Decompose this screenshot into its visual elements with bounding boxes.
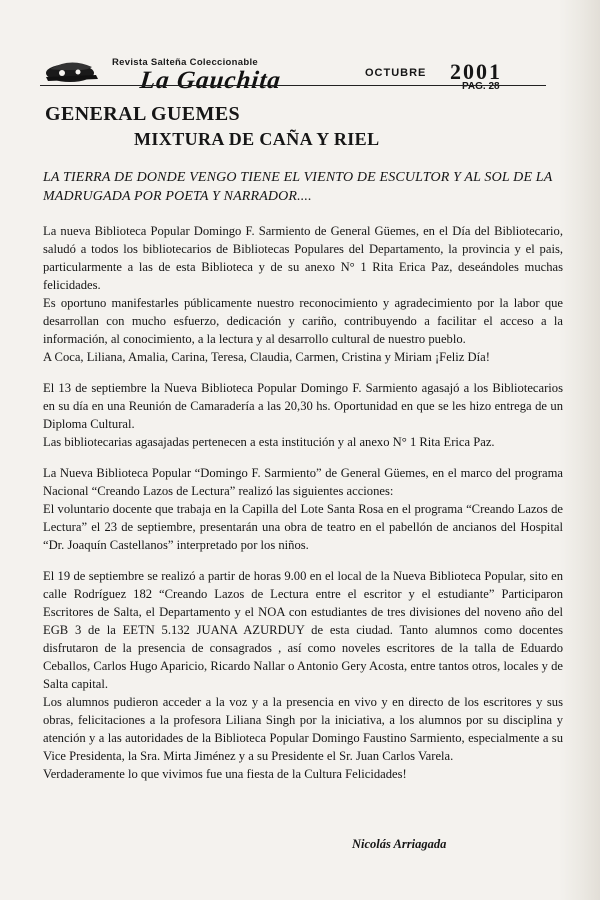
paragraph: El voluntario docente que trabaja en la Capilla del Lote Santa Rosa en el programa “Creando Lazos de Lectura” el 23 de septiembre, presentarán una obra de teatro en el pabellón de ancianos del Hospital “Dr. Joaquín Castellanos” interpretado por los niños. xyxy=(43,502,563,552)
article-intro: LA TIERRA DE DONDE VENGO TIENE EL VIENTO DE ESCULTOR Y AL SOL DE LA MADRUGADA POR POETA Y NARRADOR.... xyxy=(43,170,553,204)
paragraph: Los alumnos pudieron acceder a la voz y a la presencia en vivo y en directo de los escritores y sus obras, felicitaciones a la profesora Liliana Singh por la iniciativa, a los alumnos por su disciplina y atención y a las autoridades de la Biblioteca Popular Domingo Faustino Sarmiento, especialmente a su Vice Presidenta, la Sra. Mirta Jiménez y a su Presidente el Sr. Juan Carlos Varela. xyxy=(43,695,563,763)
article-body xyxy=(43,222,563,783)
paragraph: Verdaderamente lo que vivimos fue una fiesta de la Cultura Felicidades! xyxy=(43,767,407,781)
paragraph: La nueva Biblioteca Popular Domingo F. Sarmiento de General Güemes, en el Día del Bibliotecario, saludó a todos los bibliotecarios de Bibliotecas Populares del Departamento, la provincia y el pais, particularmente a las de esta Biblioteca y de su anexo N° 1 Rita Erica Paz, deseándoles muchas felicidades. xyxy=(43,224,563,292)
article-subtitle: MIXTURA DE CAÑA Y RIEL xyxy=(134,129,380,149)
issue-month: OCTUBRE xyxy=(365,67,427,79)
paragraph: El 13 de septiembre la Nueva Biblioteca Popular Domingo F. Sarmiento agasajó a los Bibliotecarios en su día en una Reunión de Camaradería a las 20,30 hs. Oportunidad en que se les hizo entrega de un Diploma Cultural. xyxy=(43,381,563,431)
author-signature: Nicolás Arriagada xyxy=(352,837,447,851)
masthead-subtitle: Revista Salteña Coleccionable xyxy=(112,57,258,68)
paragraph: Las bibliotecarias agasajadas pertenecen a esta institución y al anexo N° 1 Rita Erica Paz. xyxy=(43,435,495,449)
masthead-title: La Gauchita xyxy=(138,67,283,94)
article-title: GENERAL GUEMES xyxy=(45,103,241,125)
paragraph: La Nueva Biblioteca Popular “Domingo F. Sarmiento” de General Güemes, en el marco del programa Nacional “Creando Lazos de Lectura” realizó las siguientes acciones: xyxy=(43,466,563,498)
page-number: PAG. 28 xyxy=(462,81,500,92)
page-edge-shadow xyxy=(558,0,600,900)
issue-year: 2001 xyxy=(450,59,502,84)
paragraph: Es oportuno manifestarles públicamente nuestro reconocimiento y agradecimiento por la labor que desarrollan con mucho esfuerzo, dedicación y cariño, contribuyendo a facilitar el acceso a la información, al conocimiento, a la lectura y al desarrollo cultural de nuestro pueblo. xyxy=(43,296,563,346)
masthead xyxy=(40,55,548,99)
gaucho-logo-icon xyxy=(40,55,110,89)
masthead-rule xyxy=(40,85,546,86)
paragraph: A Coca, Liliana, Amalia, Carina, Teresa, Claudia, Carmen, Cristina y Miriam ¡Feliz Día! xyxy=(43,350,490,364)
paragraph: El 19 de septiembre se realizó a partir de horas 9.00 en el local de la Nueva Biblioteca Popular, sito en calle Rodríguez 182 “Creando Lazos de Lectura entre el escritor y el estudiante” Participaron Escritores de Salta, el Departamento y el NOA con estudiantes de tres divisiones del noveno año del EGB 3 de la EETN 5.132 JUANA AZURDUY de esta ciudad. Tanto alumnos como docentes disfrutaron de la presencia de consagrados , así como noveles escritores de la talla de Eduardo Ceballos, Carlos Hugo Aparicio, Ricardo Nallar o Antonio Gery Acosta, entre tantos otros, locales y de Salta capital. xyxy=(43,569,563,691)
